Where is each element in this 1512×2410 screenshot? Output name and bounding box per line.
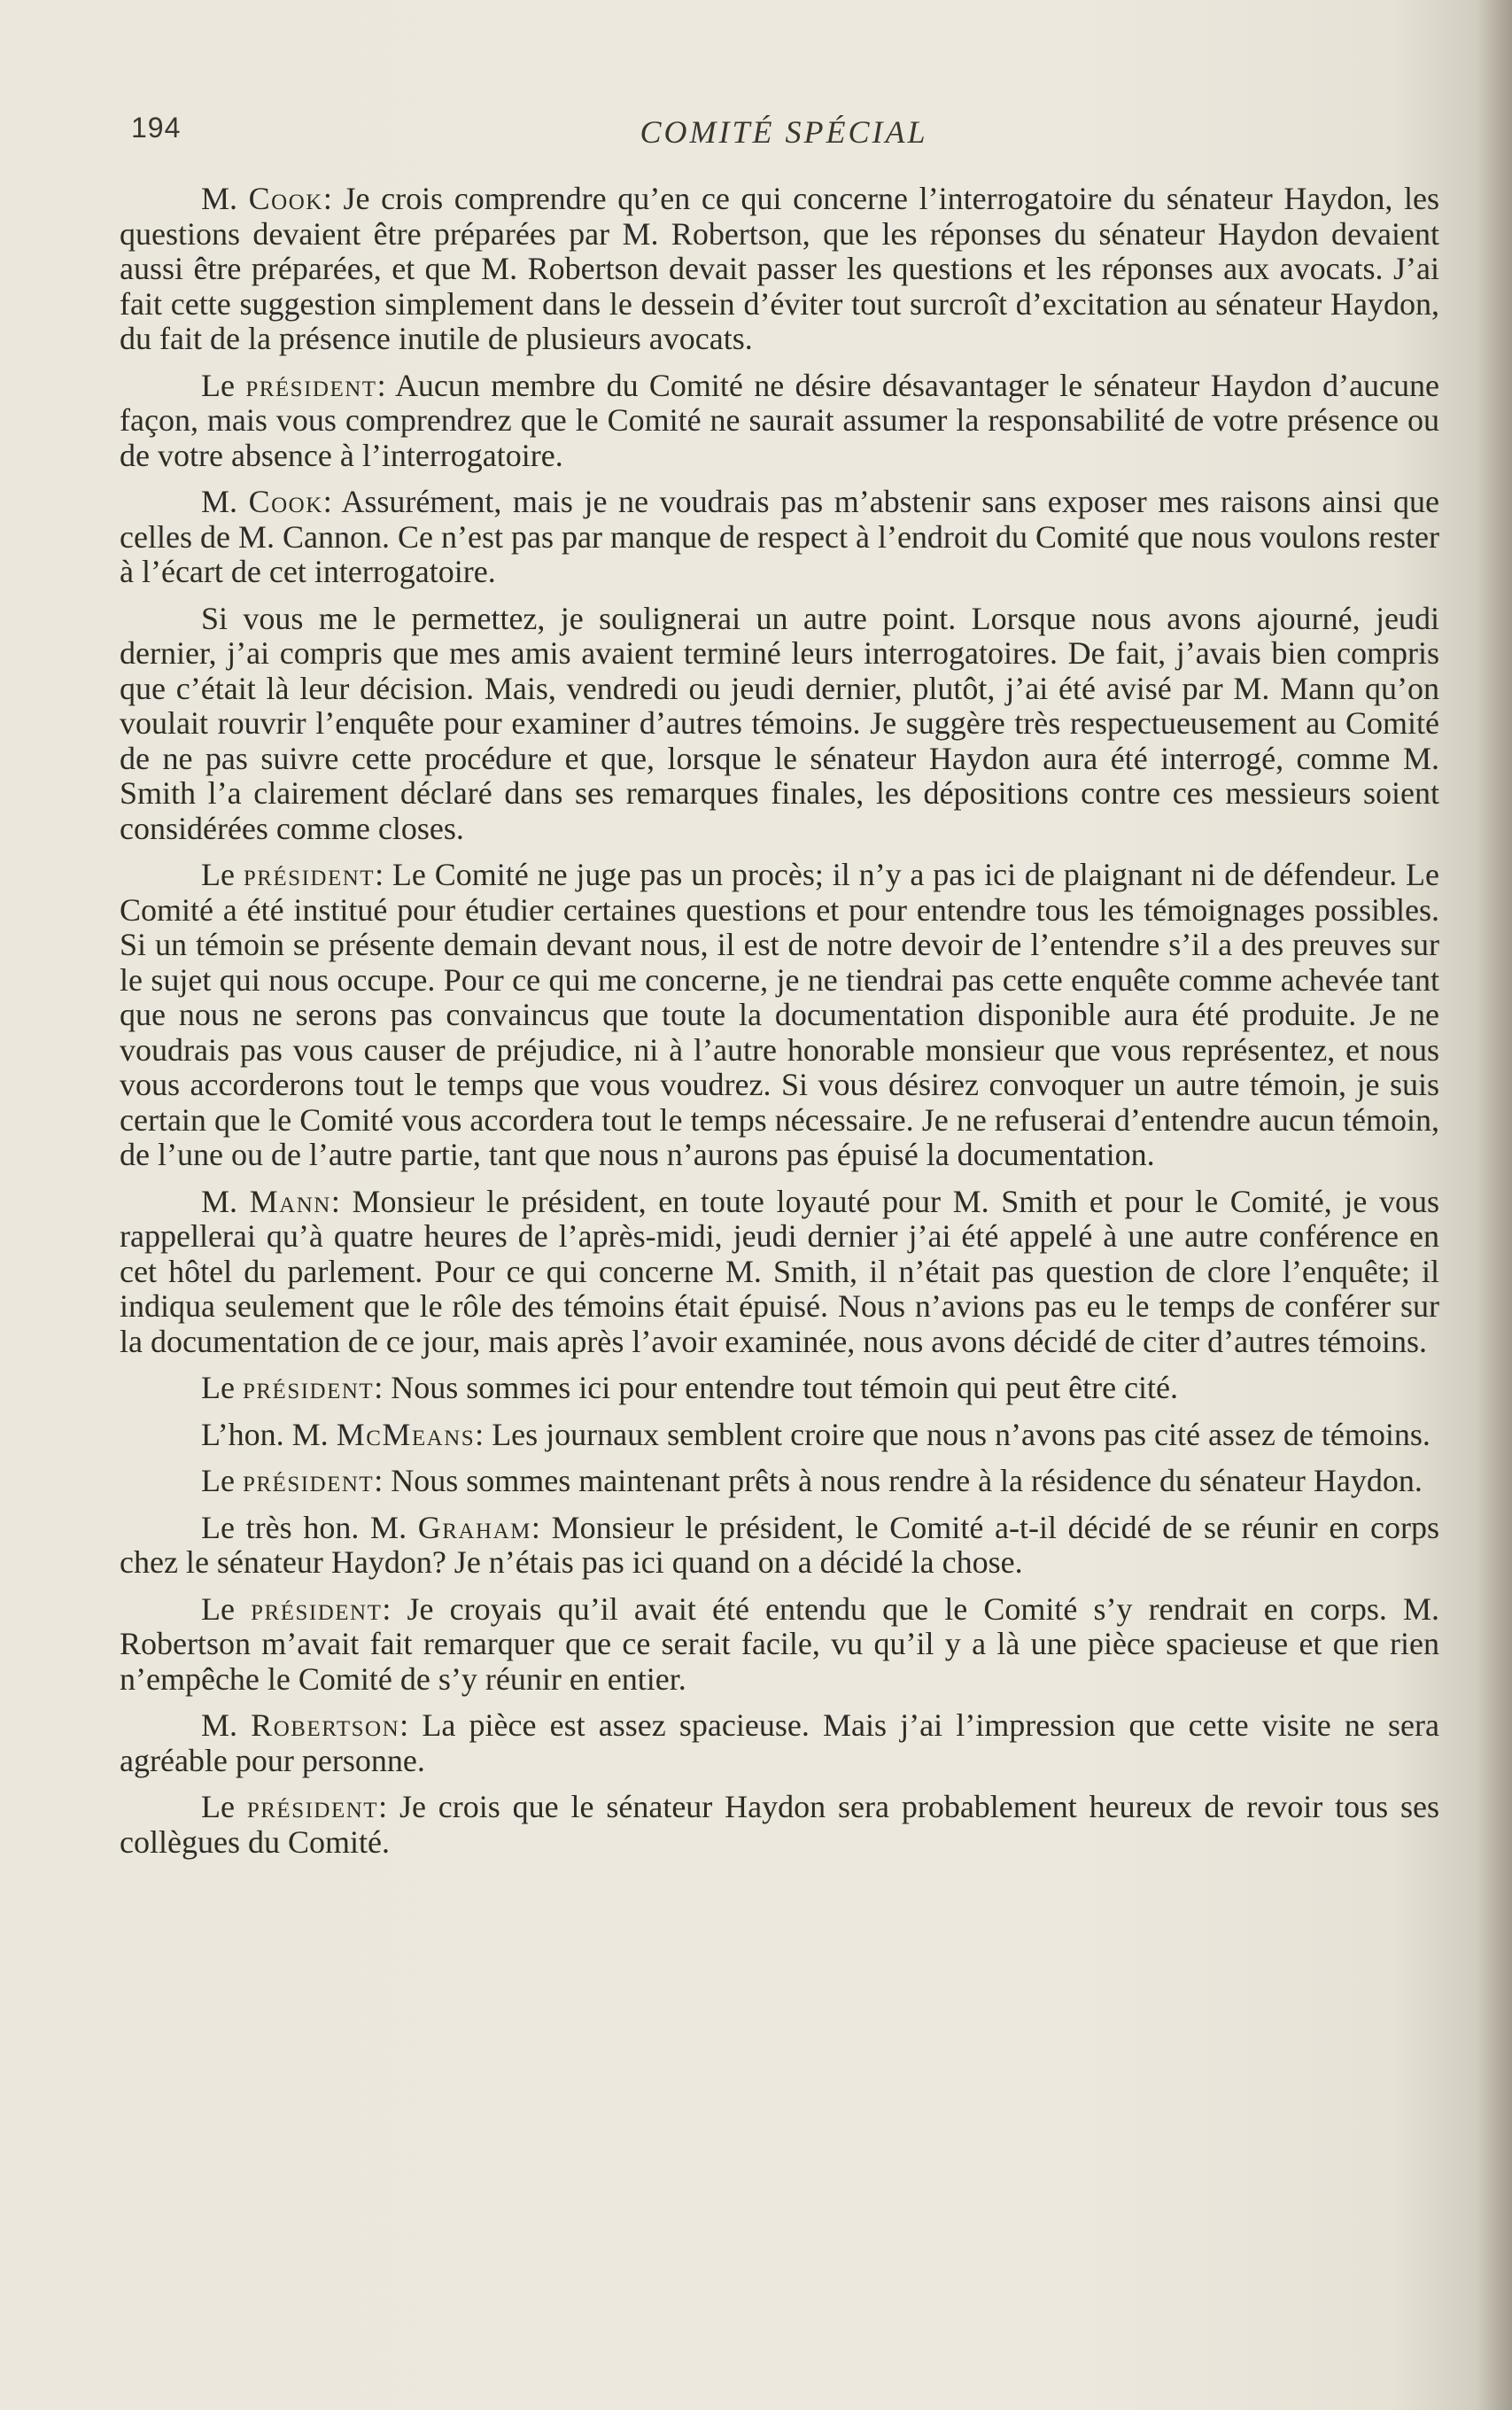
body-text (120, 182, 1439, 1871)
speaker-prefix: M. (201, 181, 249, 216)
paragraph-robertson: M. Robertson: La pièce est assez spacieuse. Mais j’ai l’impression que cette visite ne sera agréable pour personne. (120, 1707, 1439, 1778)
paragraph-text: Monsieur le président, en toute loyauté pour M. Smith et pour le Comité, je vous rappellerai qu’à quatre heures de l’après-midi, jeudi dernier j’ai été appelé à une autre conférence en cet hôtel du parlement. Pour ce qui concerne M. Smith, il n’était pas question de clore l’enquête; il indiqua seulement que le rôle des témoins était épuisé. Nous n’avions pas eu le temps de conférer sur la documentation de ce jour, mais après l’avoir examinée, nous avons décidé de citer d’autres témoins. (120, 1183, 1439, 1359)
paragraph-mann: M. Mann: Monsieur le président, en toute loyauté pour M. Smith et pour le Comité, je vous rappellerai qu’à quatre heures de l’après-midi, jeudi dernier j’ai été appelé à une autre conférence en cet hôtel du parlement. Pour ce qui concerne M. Smith, il n’était pas question de clore l’enquête; il indiqua seulement que le rôle des témoins était épuisé. Nous n’avions pas eu le temps de conférer sur la documentation de ce jour, mais après l’avoir examinée, nous avons décidé de citer d’autres témoins. (120, 1183, 1439, 1359)
speaker-name: président (245, 367, 377, 403)
speaker-name: président (242, 1370, 375, 1405)
binding-shadow (1477, 0, 1512, 2410)
paragraph-text: La pièce est assez spacieuse. Mais j’ai l’impression que cette visite ne sera agréable pour personne. (120, 1707, 1439, 1778)
paragraph-cook-2: M. Cook: Assurément, mais je ne voudrais pas m’abstenir sans exposer mes raisons ainsi que celles de M. Cannon. Ce n’est pas par manque de respect à l’endroit du Comité que nous voulons rester à l’écart de cet interrogatoire. (120, 484, 1439, 589)
paragraph-president-3: Le président: Nous sommes ici pour entendre tout témoin qui peut être cité. (201, 1370, 1179, 1405)
paragraph-president-5: Le président: Je croyais qu’il avait été entendu que le Comité s’y rendrait en corps. M. Robertson m’avait fait remarquer que ce serait facile, vu qu’il y a là une pièce spacieuse et que rien n’empêche le Comité de s’y réunir en entier. (120, 1590, 1439, 1697)
speaker-prefix: Le (201, 1463, 243, 1498)
paragraph-cook-1: M. Cook: Je crois comprendre qu’en ce qui concerne l’interrogatoire du sénateur Haydon, les questions devaient être préparées par M. Robertson, que les réponses du sénateur Haydon devaient aussi être préparées, et que M. Robertson devait passer les questions et les réponses aux avocats. J’ai fait cette suggestion simplement dans le dessein d’éviter tout surcroît d’excitation au sénateur Haydon, du fait de la présence inutile de plusieurs avocats. (120, 181, 1439, 356)
paragraph-president-2: Le président: Le Comité ne juge pas un procès; il n’y a pas ici de plaignant ni de défendeur. Le Comité a été institué pour étudier certaines questions et pour entendre tous les témoignages possibles. Si un témoin se présente demain devant nous, il est de notre devoir de l’entendre s’il a des preuves sur le sujet qui nous occupe. Pour ce qui me concerne, je ne tiendrai pas cette enquête comme achevée tant que nous ne serons pas convaincus que toute la documentation disponible aura été produite. Je ne voudrais pas vous causer de préjudice, ni à l’autre honorable monsieur que vous représentez, et nous vous accorderons tout le temps que vous voudrez. Si vous désirez convoquer un autre témoin, je suis certain que le Comité vous accordera tout le temps nécessaire. Je ne refuserai d’entendre aucun témoin, de l’une ou de l’autre partie, tant que nous n’aurons pas épuisé la documentation. (120, 857, 1439, 1172)
speaker-name: président (246, 1789, 379, 1824)
speaker-name: Robertson (251, 1707, 400, 1743)
paragraph-president-6: Le président: Je crois que le sénateur Haydon sera probablement heureux de revoir tous ses collègues du Comité. (120, 1789, 1439, 1860)
paragraph-text: Je crois que le sénateur Haydon sera probablement heureux de revoir tous ses collègues du Comité. (120, 1789, 1439, 1860)
speaker-prefix: Le très hon. M. (201, 1509, 418, 1545)
paragraph-text: Aucun membre du Comité ne désire désavantager le sénateur Haydon d’aucune façon, mais vous comprendrez que le Comité ne saurait assumer la responsabilité de votre présence ou de votre absence à l’interrogatoire. (120, 367, 1440, 473)
speaker-prefix: M. (201, 484, 249, 519)
running-title: COMITÉ SPÉCIAL (640, 114, 928, 150)
speaker-prefix: Le (201, 1789, 247, 1824)
speaker-name: McMeans (336, 1416, 476, 1452)
speaker-prefix: Le (201, 857, 244, 892)
page-number: 194 (131, 112, 182, 144)
paragraph-text: Nous sommes maintenant prêts à nous rendre à la résidence du sénateur Haydon. (391, 1463, 1423, 1498)
speaker-prefix: Le (201, 367, 246, 403)
speaker-name: Cook (248, 484, 323, 519)
paragraph-text: Assurément, mais je ne voudrais pas m’abstenir sans exposer mes raisons ainsi que celles de M. Cannon. Ce n’est pas par manque de respect à l’endroit du Comité que nous voulons rester à l’écart de cet interrogatoire. (120, 484, 1439, 589)
speaker-prefix: M. (201, 1183, 250, 1219)
page-header (124, 108, 1444, 161)
paragraph-president-1: Le président: Aucun membre du Comité ne désire désavantager le sénateur Haydon d’aucune façon, mais vous comprendrez que le Comité ne saurait assumer la responsabilité de votre présence ou de votre absence à l’interrogatoire. (120, 367, 1440, 473)
speaker-name: Mann (249, 1183, 331, 1219)
paragraph-mcmeans: L’hon. M. McMeans: Les journaux semblent croire que nous n’avons pas cité assez de témoins. (201, 1416, 1431, 1452)
paragraph-text: Les journaux semblent croire que nous n’avons pas cité assez de témoins. (492, 1416, 1431, 1452)
speaker-prefix: Le (201, 1590, 252, 1627)
speaker-name: Graham (417, 1509, 531, 1545)
speaker-name: Cook (248, 181, 323, 216)
paragraph-cook-3 (120, 602, 1439, 847)
speaker-name: président (251, 1590, 383, 1627)
paragraph-text: Je crois comprendre qu’en ce qui concerne l’interrogatoire du sénateur Haydon, les questions devaient être préparées par M. Robertson, que les réponses du sénateur Haydon devaient aussi être préparées, et que M. Robertson devait passer les questions et les réponses aux avocats. J’ai fait cette suggestion simplement dans le dessein d’éviter tout surcroît d’excitation au sénateur Haydon, du fait de la présence inutile de plusieurs avocats. (120, 181, 1439, 356)
speaker-prefix: M. (201, 1707, 252, 1743)
speaker-name: président (242, 1463, 375, 1498)
paragraph-text: Si vous me le permettez, je soulignerai un autre point. Lorsque nous avons ajourné, jeudi dernier, j’ai compris que mes amis avaient terminé leurs interrogatoires. De fait, j’avais bien compris que c’était là leur décision. Mais, vendredi ou jeudi dernier, plutôt, j’ai été avisé par M. Mann qu’on voulait rouvrir l’enquête pour examiner d’autres témoins. Je suggère très respectueusement au Comité de ne pas suivre cette procédure et que, lorsque le sénateur Haydon aura été interrogé, comme M. Smith l’a clairement déclaré dans ses remarques finales, les dépositions contre ces messieurs soient considérées comme closes. (120, 600, 1439, 846)
speaker-prefix: L’hon. M. (201, 1416, 337, 1452)
paragraph-text: Monsieur le président, le Comité a-t-il décidé de se réunir en corps chez le sénateur Haydon? Je n’étais pas ici quand on a décidé la chose. (120, 1509, 1439, 1580)
paragraph-graham: Le très hon. M. Graham: Monsieur le président, le Comité a-t-il décidé de se réunir en corps chez le sénateur Haydon? Je n’étais pas ici quand on a décidé la chose. (120, 1509, 1439, 1580)
paragraph-text: Nous sommes ici pour entendre tout témoin qui peut être cité. (391, 1370, 1179, 1405)
paragraph-president-4: Le président: Nous sommes maintenant prêts à nous rendre à la résidence du sénateur Haydon. (201, 1463, 1423, 1498)
paragraph-text: Le Comité ne juge pas un procès; il n’y a pas ici de plaignant ni de défendeur. Le Comité a été institué pour étudier certaines questions et pour entendre tous les témoignages possibles. Si un témoin se présente demain devant nous, il est de notre devoir de l’entendre s’il a des preuves sur le sujet qui nous occupe. Pour ce qui me concerne, je ne tiendrai pas cette enquête comme achevée tant que nous ne serons pas convaincus que toute la documentation disponible aura été produite. Je ne voudrais pas vous causer de préjudice, ni à l’autre honorable monsieur que vous représentez, et nous vous accorderons tout le temps que vous voudrez. Si vous désirez convoquer un autre témoin, je suis certain que le Comité vous accordera tout le temps nécessaire. Je ne refuserai d’entendre aucun témoin, de l’une ou de l’autre partie, tant que nous n’aurons pas épuisé la documentation. (120, 857, 1439, 1172)
speaker-prefix: Le (201, 1370, 243, 1405)
paragraph-text: Je croyais qu’il avait été entendu que le Comité s’y rendrait en corps. M. Robertson m’avait fait remarquer que ce serait facile, vu qu’il y a là une pièce spacieuse et que rien n’empêche le Comité de s’y réunir en entier. (120, 1590, 1439, 1697)
speaker-name: président (243, 857, 376, 892)
